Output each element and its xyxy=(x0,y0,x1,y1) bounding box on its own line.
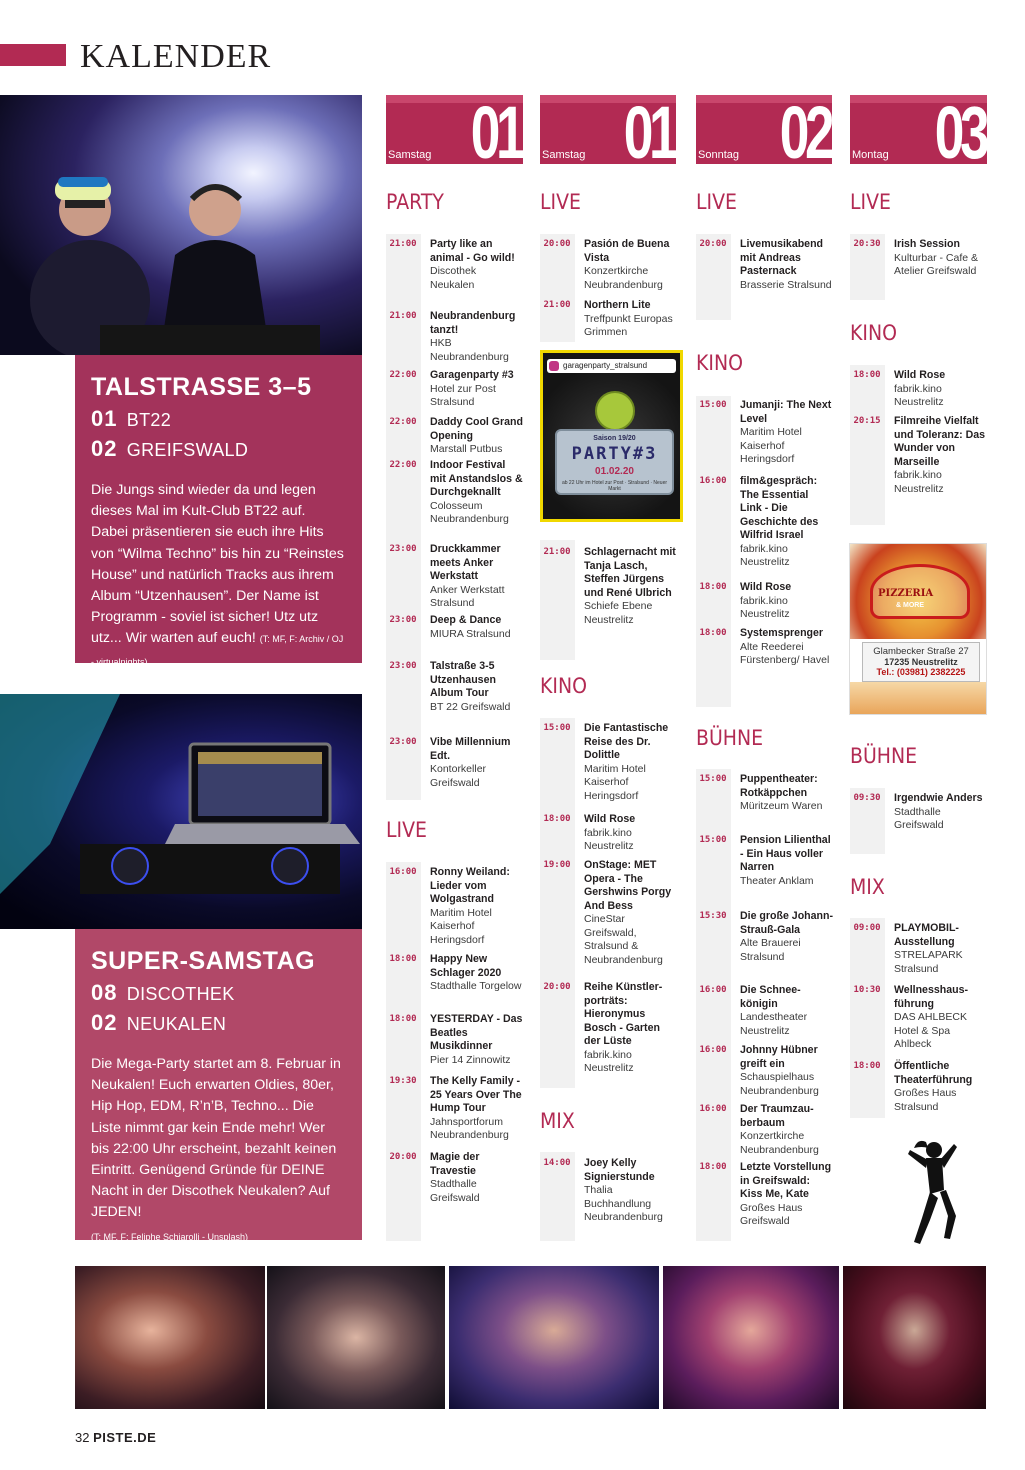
event-venue: DAS AHLBECK Hotel & Spa Ahlbeck xyxy=(894,1011,967,1050)
event xyxy=(540,1157,677,1225)
day-header-2 xyxy=(540,95,676,164)
event-title: Wild Rose xyxy=(894,369,946,381)
event-time: 23:00 xyxy=(389,737,417,747)
event-venue: Pier 14 Zinnowitz xyxy=(430,1053,511,1066)
event-title: Magie der Travestie xyxy=(430,1151,480,1177)
day-number: 02 xyxy=(779,95,830,164)
event-title: Pasión de Buena Vista xyxy=(584,238,670,264)
day-header-1 xyxy=(386,95,523,164)
event-venue: Anker Werkstatt Stralsund xyxy=(430,583,505,609)
event-time: 22:00 xyxy=(389,417,417,427)
event-title: Neubrandenburg tanzt! xyxy=(430,310,516,336)
poster-tag-text: garagenparty_stralsund xyxy=(563,361,648,370)
event xyxy=(696,1044,833,1098)
event xyxy=(696,581,833,622)
event-time: 16:00 xyxy=(699,1104,727,1114)
event-venue: Schiefe Ebene Neustrelitz xyxy=(584,600,653,626)
event-time: 18:00 xyxy=(389,954,417,964)
event-time: 20:00 xyxy=(699,239,727,249)
section-live: LIVE xyxy=(696,190,737,214)
event-venue: Stadthalle Greifswald xyxy=(430,1178,480,1204)
poster-instagram-tag xyxy=(547,359,676,373)
feature-date-num: 08 xyxy=(91,980,118,1005)
event-venue: HKB Neubrandenburg xyxy=(430,337,509,363)
event-time: 21:00 xyxy=(543,300,571,310)
day-header-3 xyxy=(696,95,832,164)
day-number: 03 xyxy=(934,95,985,164)
event-title: Wild Rose xyxy=(584,813,636,825)
event-time: 15:00 xyxy=(543,723,571,733)
event xyxy=(696,399,833,467)
event xyxy=(696,834,833,888)
event-title: Party like an animal - Go wild! xyxy=(430,238,515,264)
day-number: 01 xyxy=(470,95,521,164)
event-title: Vibe Millennium Edt. xyxy=(430,736,511,762)
event-time: 10:30 xyxy=(853,985,881,995)
section-kino: KINO xyxy=(540,674,587,698)
party-photo-2 xyxy=(267,1266,445,1409)
event-time: 20:00 xyxy=(389,1152,417,1162)
event-title: Talstraße 3-5 Utzenhausen Album Tour xyxy=(430,660,496,699)
event-venue: Treffpunkt Europas Grimmen xyxy=(584,312,673,338)
event-venue: Stadthalle Torgelow xyxy=(430,980,522,992)
poster-date: 01.02.20 xyxy=(595,466,634,477)
feature-date-line xyxy=(91,436,346,462)
event-venue: fabrik.kino Neustrelitz xyxy=(584,1048,634,1074)
event xyxy=(696,475,833,570)
section-live: LIVE xyxy=(540,190,581,214)
event-venue: Großes Haus Greifswald xyxy=(740,1201,803,1227)
day-number: 01 xyxy=(623,95,674,164)
party-photo-4 xyxy=(663,1266,839,1409)
event-title: Happy New Schlager 2020 xyxy=(430,953,502,979)
event-venue: Maritim Hotel Kaiserhof Heringsdorf xyxy=(584,762,646,802)
day-name: Sonntag xyxy=(698,149,739,161)
day-name: Montag xyxy=(852,149,889,161)
day-header-4 xyxy=(850,95,987,164)
feature-credit: (T: MF, F: Feliphe Schiarolli - Unsplash) xyxy=(91,1231,249,1242)
event-time: 22:00 xyxy=(389,460,417,470)
event-time: 22:00 xyxy=(389,370,417,380)
event-venue: STRELAPARK Stralsund xyxy=(894,949,963,975)
event-venue: Discothek Neukalen xyxy=(430,265,477,291)
event-time: 23:00 xyxy=(389,544,417,554)
event-title: Puppentheater: Rotkäppchen xyxy=(740,773,818,799)
section-mix: MIX xyxy=(850,875,885,899)
section-live: LIVE xyxy=(386,818,427,842)
event-venue: fabrik.kino Neustrelitz xyxy=(740,542,790,568)
event-time: 20:30 xyxy=(853,239,881,249)
feature-date-line xyxy=(91,406,346,432)
event-venue: Hotel zur Post Stralsund xyxy=(430,382,496,408)
event-time: 15:00 xyxy=(699,774,727,784)
event-time: 23:00 xyxy=(389,615,417,625)
event xyxy=(696,910,833,964)
event xyxy=(696,773,833,814)
event xyxy=(386,614,523,641)
dancer-silhouette-icon xyxy=(904,1138,958,1246)
feature-date-num: 02 xyxy=(91,436,118,461)
ad-logo-text: PIZZERIA xyxy=(878,588,934,599)
feature-date-label: BT22 xyxy=(126,410,172,430)
event xyxy=(386,459,523,527)
event-title: Öffentliche Theaterführung xyxy=(894,1060,973,1086)
event-time: 23:00 xyxy=(389,661,417,671)
event-title: Ronny Weiland: Lieder vom Wolgastrand xyxy=(430,866,510,905)
ad-pizzeria xyxy=(849,543,987,715)
event-venue: Kulturbar - Cafe & Atelier Greifswald xyxy=(894,251,979,277)
event xyxy=(540,813,677,854)
event-time: 16:00 xyxy=(699,476,727,486)
feature-date-label: DISCOTHEK xyxy=(126,984,235,1004)
event-venue: fabrik.kino Neustrelitz xyxy=(584,826,634,852)
event-title: Reihe Künstlerporträts: Hieronymus Bosch - Garten der Lüste xyxy=(584,981,663,1047)
feature-date-num: 02 xyxy=(91,1010,118,1035)
event xyxy=(540,722,677,803)
feature-body: Die Jungs sind wieder da und legen dieses Mal im Kult-Club BT22 auf. Dabei präsentieren sie euch ihre Hits von “Wilma Techno” bis hin zu “Reinstes House” und natürlich Tracks aus ihrem Album “Utzenhausen”. Der Name ist Programm - soviel ist sicher! Utz utz utz... Wir warten auf euch! xyxy=(91,482,344,647)
event-time: 16:00 xyxy=(699,1045,727,1055)
event xyxy=(386,1075,523,1143)
feature-date-num: 01 xyxy=(91,406,118,431)
event-title: OnStage: MET Opera - The Gershwins Porgy And Bess xyxy=(584,859,672,912)
event-venue: Landestheater Neustrelitz xyxy=(740,1011,808,1037)
event-title: Schlagernacht mit Tanja Lasch, Steffen Jürgens und René Ulbrich xyxy=(584,546,676,599)
poster-badge-icon xyxy=(595,391,635,431)
ad-logo-subtext: & MORE xyxy=(896,602,924,609)
event-time: 09:00 xyxy=(853,923,881,933)
event xyxy=(386,1151,523,1205)
photo-club-djs xyxy=(0,95,362,355)
event-venue: Maritim Hotel Kaiserhof Heringsdorf xyxy=(430,906,492,946)
event xyxy=(696,1103,833,1157)
event xyxy=(386,369,523,410)
poster-image xyxy=(543,353,680,519)
event-time: 21:00 xyxy=(543,547,571,557)
event-venue: Konzertkirche Neubrandenburg xyxy=(584,265,663,291)
party-photo-5 xyxy=(843,1266,986,1409)
event xyxy=(386,310,523,364)
event-title: Letzte Vorstellung in Greifswald: Kiss Me, Kate xyxy=(740,1161,832,1200)
poster-party: PARTY#3 xyxy=(571,444,658,464)
event xyxy=(386,416,523,457)
event-venue: Alte Reederei Fürstenberg/ Havel xyxy=(740,640,830,666)
event-venue: CineStar Greifswald, Stralsund & Neubrandenburg xyxy=(584,913,663,966)
ad-city: 17235 Neustrelitz xyxy=(884,657,958,667)
page-number: 32 xyxy=(75,1430,90,1445)
section-buehne: BÜHNE xyxy=(696,726,764,750)
event-title: Northern Lite xyxy=(584,299,651,311)
feature-title: TALSTRASSE 3–5 xyxy=(91,373,312,401)
feature-text xyxy=(91,480,346,673)
event-venue: Maritim Hotel Kaiserhof Heringsdorf xyxy=(740,426,802,465)
event-title: film&gespräch: The Essential Link - Die Geschichte des Wilfrid Israel xyxy=(740,475,819,541)
event-time: 18:00 xyxy=(699,582,727,592)
event-venue: Jahnsportforum Neubrandenburg xyxy=(430,1115,509,1141)
event-title: Garagenparty #3 xyxy=(430,369,514,381)
ad-pizza-bottom xyxy=(850,682,987,715)
event-time: 21:00 xyxy=(389,239,417,249)
event xyxy=(540,238,677,292)
ad-address xyxy=(862,642,980,682)
event-venue: fabrik.kino Neustrelitz xyxy=(894,469,944,495)
event xyxy=(850,792,987,833)
event xyxy=(696,1161,833,1229)
event-venue: fabrik.kino Neustrelitz xyxy=(894,382,944,408)
event-venue: Alte Brauerei Stralsund xyxy=(740,937,801,963)
event-time: 20:15 xyxy=(853,416,881,426)
event-venue: BT 22 Greifswald xyxy=(430,700,511,713)
poster-subline: ab 22 Uhr im Hotel zur Post · Stralsund · Neuer Markt xyxy=(561,480,668,492)
event xyxy=(696,627,833,668)
feature-date-label: NEUKALEN xyxy=(126,1014,227,1034)
event-venue: Colosseum Neubrandenburg xyxy=(430,499,509,525)
event-title: YESTERDAY - Das Beatles Musikdinner xyxy=(430,1013,523,1052)
event-venue: Müritzeum Waren xyxy=(740,800,823,812)
event xyxy=(386,660,523,714)
event xyxy=(696,238,833,292)
page-title: KALENDER xyxy=(80,38,272,75)
event-time: 18:00 xyxy=(543,814,571,824)
day-name: Samstag xyxy=(542,149,586,161)
event-title: Jumanji: The Next Level xyxy=(740,399,832,425)
event xyxy=(386,736,523,790)
event xyxy=(386,953,523,994)
feature-text: Die Mega-Party startet am 8. Februar in Neukalen! Euch erwarten Oldies, 80er, Hip Hop, EDM, R’n’B, Techno... Die Liste nimmt gar kein Ende mehr! Wer bis 22:00 Uhr erscheint, bezahlt keinen Eintritt. Genügend Gründe für DEINE Nacht in der Discothek Neukalen? Auf JEDEN! xyxy=(91,1056,341,1221)
event-venue: Schauspielhaus Neubrandenburg xyxy=(740,1071,819,1097)
brand-name: PISTE.DE xyxy=(93,1430,157,1445)
event xyxy=(540,299,677,340)
event-time: 21:00 xyxy=(389,311,417,321)
section-kino: KINO xyxy=(850,321,897,345)
event xyxy=(540,859,677,967)
section-buehne: BÜHNE xyxy=(850,744,918,768)
event-title: Systemsprenger xyxy=(740,627,824,639)
event xyxy=(540,981,677,1076)
event-title: Die Fantastische Reise des Dr. Dolittle xyxy=(584,722,669,761)
event xyxy=(850,415,987,496)
event-title: Filmreihe Vielfalt und Toleranz: Das Wunder von Marseille xyxy=(894,415,986,468)
event-venue: Thalia Buchhandlung Neubrandenburg xyxy=(584,1184,663,1223)
event xyxy=(850,369,987,410)
event-venue: Kontorkeller Greifswald xyxy=(430,763,487,789)
event xyxy=(850,1060,987,1114)
day-name: Samstag xyxy=(388,149,432,161)
event-time: 09:30 xyxy=(853,793,881,803)
photo-dj-laptop xyxy=(0,694,362,929)
event xyxy=(386,1013,523,1067)
event-time: 18:00 xyxy=(389,1014,417,1024)
event-title: Die Schneekönigin xyxy=(740,984,801,1010)
event-time: 16:00 xyxy=(699,985,727,995)
event-title: Wild Rose xyxy=(740,581,792,593)
poster-plate xyxy=(555,429,674,495)
poster-season: Saison 19/20 xyxy=(593,435,636,442)
event-time: 15:00 xyxy=(699,400,727,410)
instagram-icon xyxy=(549,361,559,371)
event xyxy=(696,984,833,1038)
event-title: Die große Johann-Strauß-Gala xyxy=(740,910,833,936)
event-title: Pension Lilienthal - Ein Haus voller Narren xyxy=(740,834,831,873)
poster-garagenparty xyxy=(540,350,683,522)
event xyxy=(850,238,987,279)
event-time: 16:00 xyxy=(389,867,417,877)
event-title: Irgendwie Anders xyxy=(894,792,983,804)
event-venue: fabrik.kino Neustrelitz xyxy=(740,594,790,620)
event-time: 20:00 xyxy=(543,239,571,249)
event-time: 15:30 xyxy=(699,911,727,921)
event-title: Der Traumzauberbaum xyxy=(740,1103,814,1129)
event-venue: Konzertkirche Neubrandenburg xyxy=(740,1130,819,1156)
event-time: 15:00 xyxy=(699,835,727,845)
event-time: 19:00 xyxy=(543,860,571,870)
event xyxy=(850,984,987,1052)
ad-phone: Tel.: (03981) 2382225 xyxy=(876,667,966,677)
party-photo-1 xyxy=(75,1266,265,1409)
event-time: 18:00 xyxy=(853,1061,881,1071)
section-kino: KINO xyxy=(696,351,743,375)
event-title: Deep & Dance xyxy=(430,614,502,626)
event-time: 18:00 xyxy=(699,1162,727,1172)
event-title: Druckkammer meets Anker Werkstatt xyxy=(430,543,501,582)
feature-date-label: GREIFSWALD xyxy=(126,440,249,460)
feature-date-line xyxy=(91,980,346,1006)
feature-box-super-samstag xyxy=(75,929,362,1240)
section-mix: MIX xyxy=(540,1109,575,1133)
feature-title: SUPER-SAMSTAG xyxy=(91,947,316,975)
event-title: Wellnesshausführung xyxy=(894,984,968,1010)
event-time: 14:00 xyxy=(543,1158,571,1168)
event-time: 20:00 xyxy=(543,982,571,992)
header-bar xyxy=(0,44,66,66)
event xyxy=(386,238,523,292)
feature-credit: (T: MF, F: Archiv / OJ - virtualnights) xyxy=(91,634,344,667)
event-title: The Kelly Family - 25 Years Over The Hump Tour xyxy=(430,1075,522,1114)
feature-box-talstrasse xyxy=(75,355,362,667)
event-title: Livemusikabend mit Andreas Pasternack xyxy=(740,238,824,277)
section-party: PARTY xyxy=(386,190,444,214)
event xyxy=(386,543,523,611)
event-title: Daddy Cool Grand Opening xyxy=(430,416,523,442)
event-venue: Marstall Putbus xyxy=(430,443,503,455)
event-venue: Stadthalle Greifswald xyxy=(894,805,944,831)
event-title: PLAYMOBIL-Ausstellung xyxy=(894,922,959,948)
event-venue: Großes Haus Stralsund xyxy=(894,1087,957,1113)
page-folio xyxy=(75,1430,156,1445)
section-live: LIVE xyxy=(850,190,891,214)
event-title: Irish Session xyxy=(894,238,960,250)
event-time: 19:30 xyxy=(389,1076,417,1086)
event-venue: Theater Anklam xyxy=(740,874,814,887)
event-title: Johnny Hübner greift ein xyxy=(740,1044,818,1070)
event xyxy=(540,546,677,627)
event xyxy=(850,922,987,976)
event-title: Indoor Festival mit Anstandslos & Durchgeknallt xyxy=(430,459,523,498)
event-venue: Brasserie Stralsund xyxy=(740,278,832,291)
event-venue: MIURA Stralsund xyxy=(430,627,511,640)
event xyxy=(386,866,523,947)
event-time: 18:00 xyxy=(699,628,727,638)
event-time: 18:00 xyxy=(853,370,881,380)
feature-date-line xyxy=(91,1010,346,1036)
party-photo-3 xyxy=(449,1266,659,1409)
ad-street: Glambecker Straße 27 xyxy=(873,646,969,657)
event-title: Joey Kelly Signierstunde xyxy=(584,1157,655,1183)
